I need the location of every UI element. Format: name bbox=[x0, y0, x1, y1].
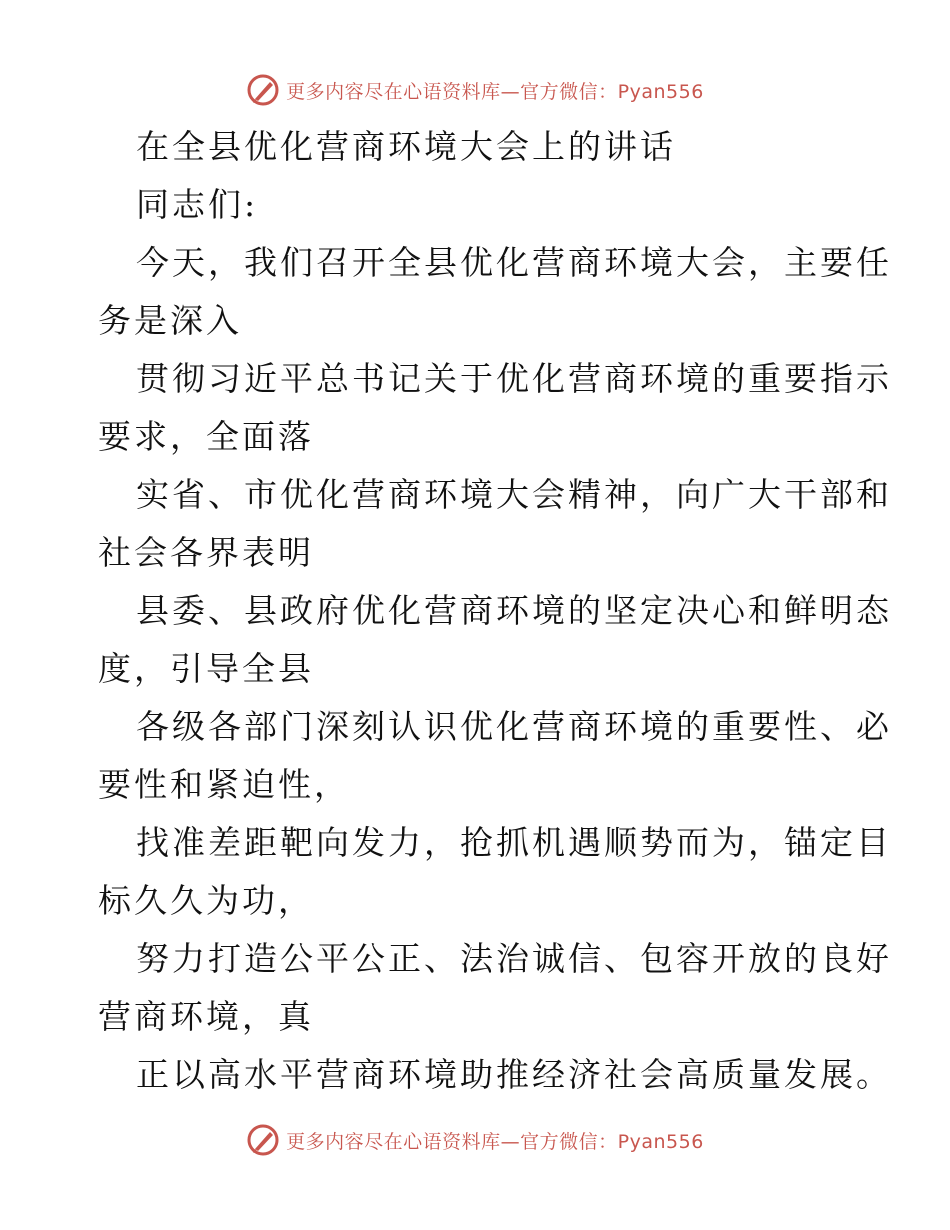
paragraph-line: 各级各部门深刻认识优化营商环境的重要性、必 bbox=[136, 707, 892, 746]
paragraph-line: 社会各界表明 bbox=[98, 533, 314, 572]
paragraph-line: 努力打造公平公正、法治诚信、包容开放的良好 bbox=[136, 939, 892, 978]
salutation: 同志们: bbox=[136, 185, 259, 224]
paragraph-line: 今天，我们召开全县优化营商环境大会，主要任 bbox=[136, 243, 892, 282]
quill-pen-logo-icon bbox=[246, 73, 280, 107]
quill-pen-logo-icon bbox=[246, 1123, 280, 1157]
paragraph-line: 贯彻习近平总书记关于优化营商环境的重要指示 bbox=[136, 359, 892, 398]
paragraph-line: 要求，全面落 bbox=[98, 417, 314, 456]
paragraph-line: 正以高水平营商环境助推经济社会高质量发展。 bbox=[136, 1055, 892, 1094]
document-body bbox=[98, 118, 892, 1104]
paragraph-line: 实省、市优化营商环境大会精神，向广大干部和 bbox=[136, 475, 892, 514]
paragraph-line: 要性和紧迫性， bbox=[98, 765, 350, 804]
paragraph-line: 标久久为功， bbox=[98, 881, 314, 920]
watermark-text: 更多内容尽在心语资料库—官方微信：Pyan556 bbox=[286, 80, 704, 103]
paragraph-line: 找准差距靶向发力，抢抓机遇顺势而为，锚定目 bbox=[136, 823, 892, 862]
header-watermark bbox=[0, 70, 950, 110]
footer-watermark bbox=[0, 1120, 950, 1160]
paragraph-line: 县委、县政府优化营商环境的坚定决心和鲜明态 bbox=[136, 591, 892, 630]
paragraph-line: 务是深入 bbox=[98, 301, 242, 340]
paragraph-line: 营商环境，真 bbox=[98, 997, 314, 1036]
watermark-text: 更多内容尽在心语资料库—官方微信：Pyan556 bbox=[286, 1130, 704, 1153]
document-title: 在全县优化营商环境大会上的讲话 bbox=[136, 127, 676, 166]
paragraph-line: 度，引导全县 bbox=[98, 649, 314, 688]
